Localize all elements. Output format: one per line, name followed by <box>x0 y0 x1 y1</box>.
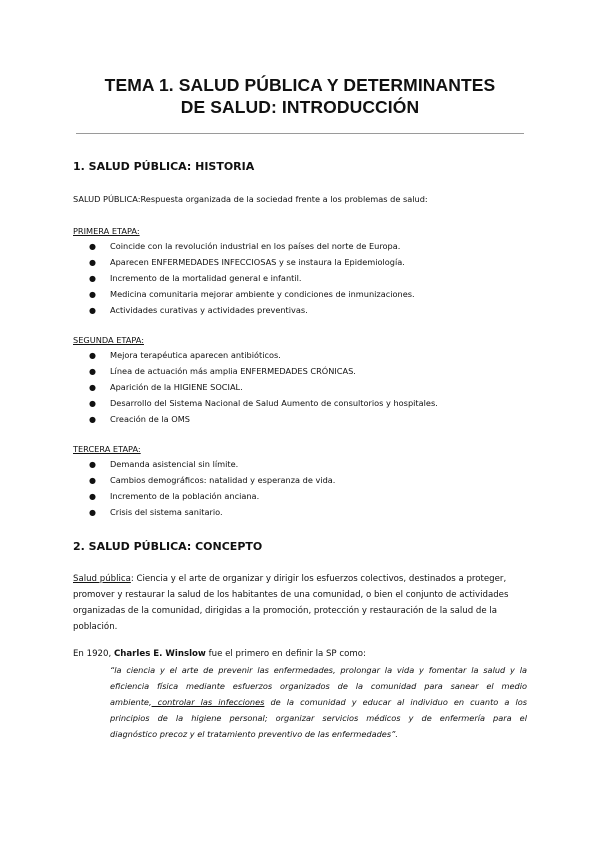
section-2-heading: 2. SALUD PÚBLICA: CONCEPTO <box>73 540 263 553</box>
quote-line-3: ambiente, controlar las infecciones de la comunidad y educar al individuo en cuanto a los <box>110 697 527 707</box>
title-line-1: TEMA 1. SALUD PÚBLICA Y DETERMINANTES <box>104 75 496 95</box>
quote-line-2: eficiencia física mediante esfuerzos organizados de la comunidad para sanear el medio <box>110 681 527 691</box>
salud-publica-concept <box>73 571 527 635</box>
winslow-name: Charles E. Winslow <box>113 649 206 659</box>
title-line-2: DE SALUD: INTRODUCCIÓN <box>180 97 420 117</box>
title-divider <box>76 133 524 134</box>
quote-line-5: diagnóstico precoz y el tratamiento preventivo de las enfermedades”. <box>110 729 398 739</box>
bullet-icon: ● <box>89 508 96 517</box>
tercera-etapa-label: TERCERA ETAPA: <box>73 444 141 454</box>
concept-line-1: Salud pública: Ciencia y el arte de organizar y dirigir los esfuerzos colectivos, destinados a proteger, <box>73 574 507 584</box>
bullet-icon: ● <box>89 290 96 299</box>
bullet-icon: ● <box>89 460 96 469</box>
bullet-icon: ● <box>89 476 96 485</box>
section-1-heading: 1. SALUD PÚBLICA: HISTORIA <box>73 160 255 173</box>
quote-line-4: principios de la higiene personal; organizar servicios médicos y de enfermería para el <box>110 713 527 723</box>
bullet-icon: ● <box>89 258 96 267</box>
segunda-etapa-label: SEGUNDA ETAPA: <box>73 335 144 345</box>
controlar-infecciones-underlined: controlar las infecciones <box>151 697 265 707</box>
winslow-intro: En 1920, Charles E. Winslow fue el primero en definir la SP como: <box>73 649 366 659</box>
quote-line-1: “la ciencia y el arte de prevenir las enfermedades, prolongar la vida y fomentar la salud y la <box>110 665 527 675</box>
primera-etapa-label: PRIMERA ETAPA: <box>73 226 140 236</box>
bullet-icon: ● <box>89 399 96 408</box>
bullet-icon: ● <box>89 242 96 251</box>
bullet-icon: ● <box>89 367 96 376</box>
bullet-icon: ● <box>89 351 96 360</box>
concept-line-3: organizadas de la comunidad, dirigidas a la promoción, protección y restauración de la salud de la <box>73 606 498 616</box>
concept-line-4: población. <box>73 622 118 632</box>
document-page: TEMA 1. SALUD PÚBLICA Y DETERMINANTES DE SALUD: INTRODUCCIÓN 1. SALUD PÚBLICA: HISTORIA SALUD PÚBLICA:Respuesta organizada de la sociedad frente a los problemas de salud: PRIMERA ETAPA: ● Coincide con la revolución industrial en los países del norte de Europa. ● Aparecen ENFERMEDADES INFECCIOSAS y se instaura la Epidemiología. ● Incremento de la mortalidad general e infantil. ● Medicina comunitaria mejorar ambiente y condiciones de inmunizaciones. ● Actividades curativas y actividades preventivas. SEGUNDA ETAPA: ● Mejora terapéutica aparecen antibióticos. ● Línea de actuación más amplia ENFERMEDADES CRÓNICAS. ● Aparición de la HIGIENE SOCIAL. ● Desarrollo del Sistema Nacional de Salud Aumento de consultorios y hospitales. ● Creación de la OMS TERCERA ETAPA: ● Demanda asistencial sin límite. ● Cambios demográficos: natalidad y esperanza de vida. ● Incremento de la población anciana. ● Crisis del sistema sanitario. 2. SALUD PÚBLICA: CONCEPTO Salud pública: Ciencia y el arte de organizar y dirigir los esfuerzos colectivos, destinados a proteger, promover y restaurar la salud de los habitantes de una comunidad, o bien el conjunto de actividades organizadas de la comunidad, dirigidas a la promoción, protección y restauración de la salud de la población. En 1920, Charles E. Winslow fue el primero en definir la SP como: “la ciencia y el arte de prevenir las enfermedades, prolongar la vida y fomentar la salud y la eficiencia física mediante esfuerzos organizados de la comunidad para sanear el medio ambiente, controlar las infecciones de la comunidad y educar al individuo en cuanto a los principios de la higiene personal; organizar servicios médicos y de enfermería para el diagnóstico precoz y el tratamiento preventivo de las enfermedades”. <box>0 0 600 848</box>
bullet-icon: ● <box>89 306 96 315</box>
bullet-icon: ● <box>89 415 96 424</box>
concept-line-2: promover y restaurar la salud de los habitantes de una comunidad, o bien el conjunto de actividades <box>73 590 509 600</box>
winslow-quote <box>110 662 527 742</box>
bullet-icon: ● <box>89 274 96 283</box>
page-title <box>60 74 540 118</box>
bullet-icon: ● <box>89 492 96 501</box>
concept-term: Salud pública <box>73 574 131 584</box>
salud-publica-definition: SALUD PÚBLICA:Respuesta organizada de la sociedad frente a los problemas de salud: <box>73 194 428 204</box>
bullet-icon: ● <box>89 383 96 392</box>
